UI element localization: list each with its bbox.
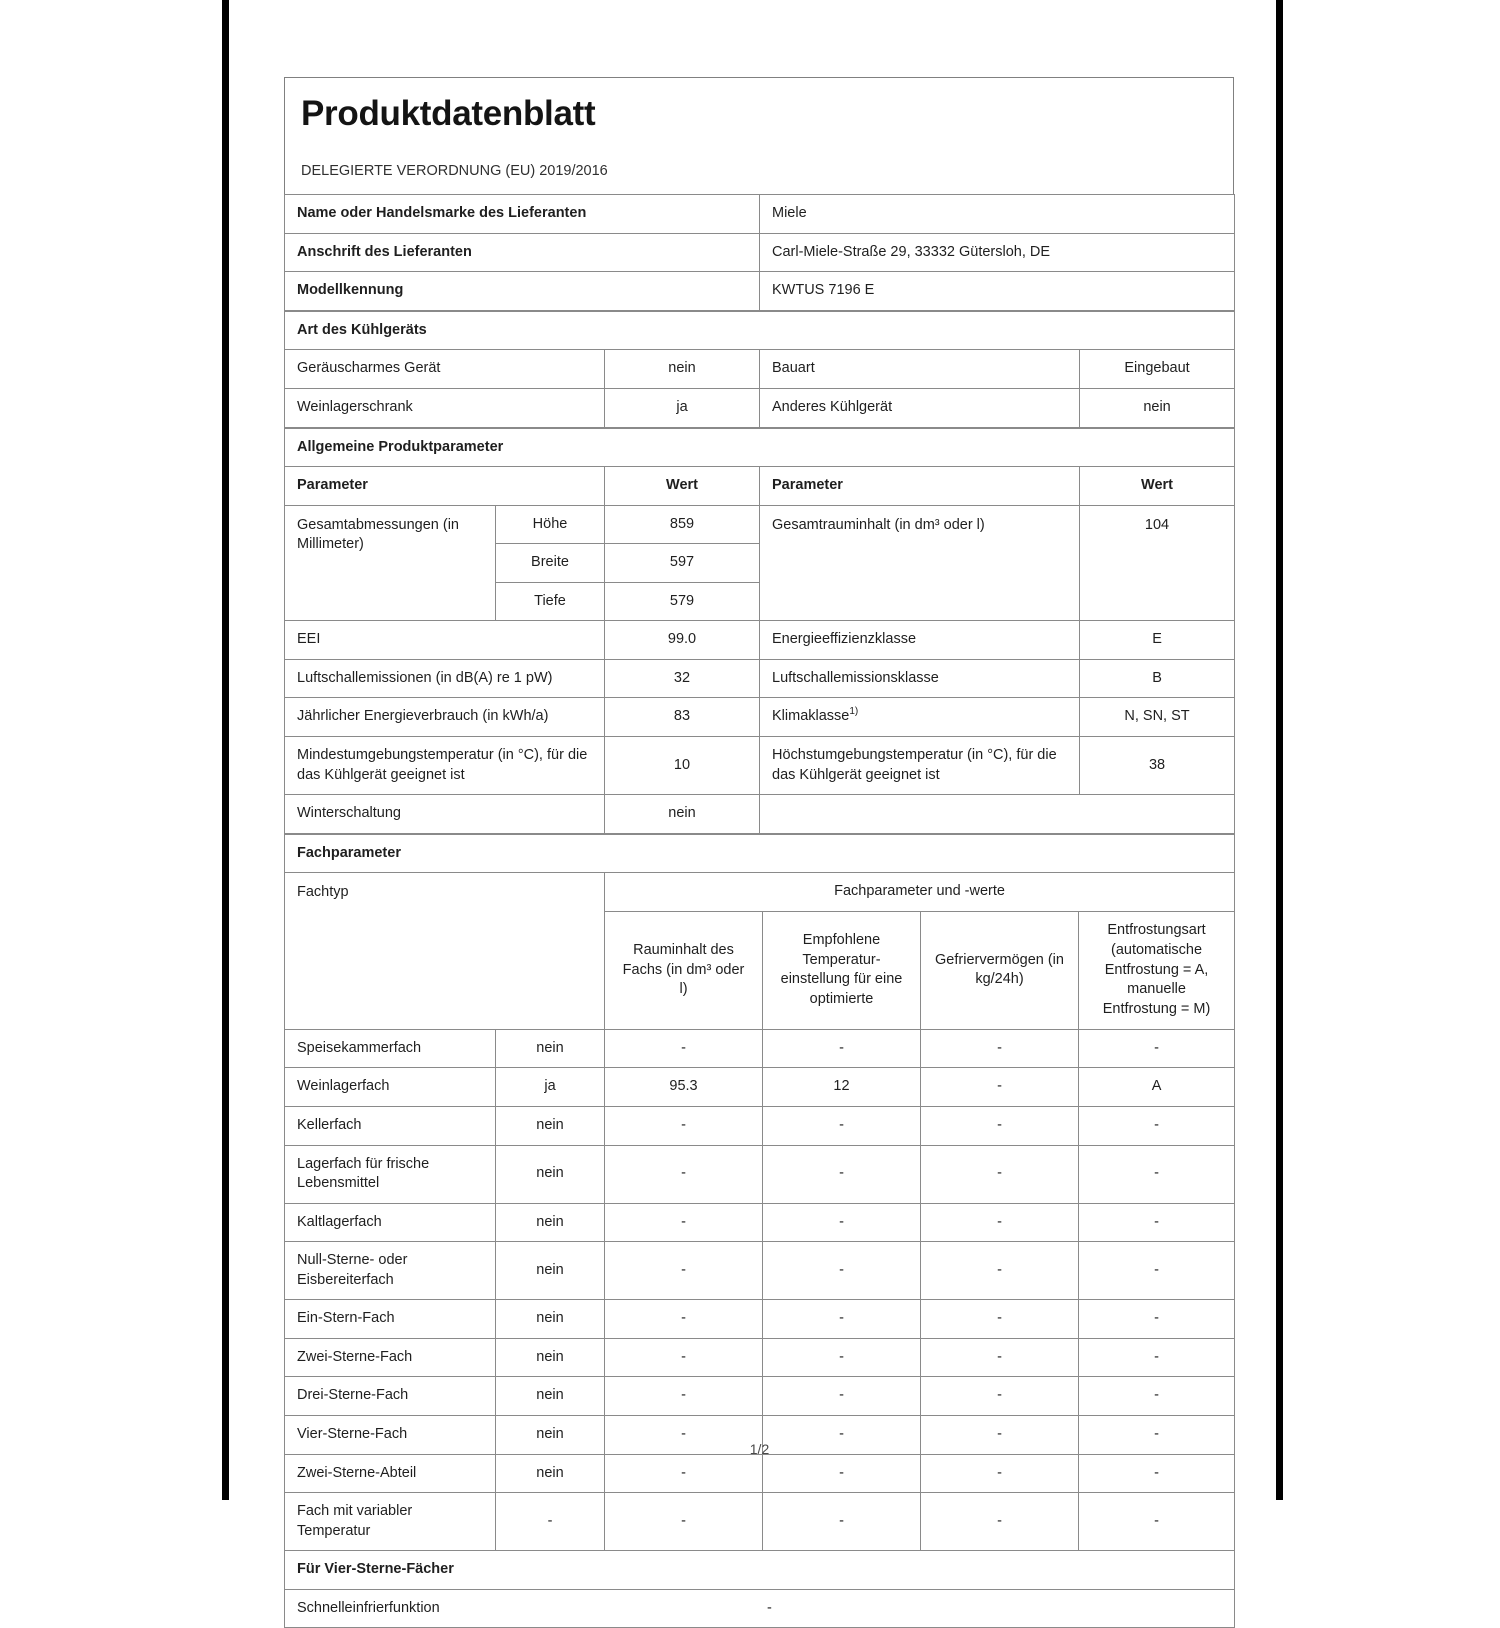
compartment-temperature: - [763, 1416, 921, 1455]
fast-freeze-label: Schnelleinfrierfunktion [297, 1599, 440, 1616]
max-ambient-temp-value: 38 [1080, 737, 1235, 795]
fast-freeze-row [285, 1589, 1235, 1628]
footnote-marker: 1) [849, 706, 859, 718]
climate-class-text: Klimaklasse [772, 708, 850, 725]
table-row [285, 350, 1235, 389]
table-row [285, 1589, 1235, 1628]
table-row [285, 1068, 1235, 1107]
table-row [285, 1300, 1235, 1339]
compartment-temperature: 12 [763, 1068, 921, 1107]
table-row [285, 795, 1235, 834]
dimension-height-label: Höhe [496, 505, 605, 544]
section-header-row [285, 834, 1235, 873]
compartment-temperature: - [763, 1106, 921, 1145]
energy-class-label: Energieeffizienzklasse [760, 621, 1080, 660]
compartment-defrost: - [1079, 1145, 1235, 1203]
table-row [285, 195, 1235, 234]
dimension-depth-value: 579 [605, 582, 760, 621]
compartment-defrost: - [1079, 1377, 1235, 1416]
compartment-defrost: - [1079, 1454, 1235, 1493]
compartment-present: - [496, 1493, 605, 1551]
noise-class-value: B [1080, 659, 1235, 698]
annual-consumption-label: Jährlicher Energieverbrauch (in kWh/a) [285, 698, 605, 737]
compartment-freezing: - [921, 1242, 1079, 1300]
value-header-right: Wert [1080, 467, 1235, 506]
table-row [285, 1203, 1235, 1242]
page-footer [229, 1441, 1290, 1457]
compartment-freezing: - [921, 1106, 1079, 1145]
compartment-present: nein [496, 1145, 605, 1203]
compartment-volume: - [605, 1493, 763, 1551]
parameter-header-right: Parameter [760, 467, 1080, 506]
general-parameters-section-title: Allgemeine Produktparameter [285, 428, 1235, 467]
supplier-address-value: Carl-Miele-Straße 29, 33332 Gütersloh, DE [760, 233, 1235, 272]
compartment-volume: - [605, 1454, 763, 1493]
section-header-row [285, 311, 1235, 350]
compartment-defrost: - [1079, 1203, 1235, 1242]
climate-class-value: N, SN, ST [1080, 698, 1235, 737]
compartment-volume: 95.3 [605, 1068, 763, 1107]
min-ambient-temp-label: Mindestumgebungstemperatur (in °C), für die das Kühlgerät geeignet ist [285, 737, 605, 795]
supplier-name-label: Name oder Handelsmarke des Lieferanten [285, 195, 760, 234]
total-volume-label: Gesamtrauminhalt (in dm³ oder l) [760, 505, 1080, 621]
table-row [285, 1242, 1235, 1300]
column-header-volume: Rauminhalt des Fachs (in dm³ oder l) [605, 911, 763, 1029]
table-row [285, 1338, 1235, 1377]
model-value: KWTUS 7196 E [760, 272, 1235, 311]
noise-emissions-value: 32 [605, 659, 760, 698]
compartment-volume: - [605, 1106, 763, 1145]
noise-emissions-label: Luftschallemissionen (in dB(A) re 1 pW) [285, 659, 605, 698]
compartment-section-title: Fachparameter [285, 834, 1235, 873]
table-row [285, 388, 1235, 427]
compartment-freezing: - [921, 1300, 1079, 1339]
compartment-present: nein [496, 1029, 605, 1068]
other-appliance-label: Anderes Kühlgerät [760, 388, 1080, 427]
eei-label: EEI [285, 621, 605, 660]
compartment-name: Speisekammerfach [285, 1029, 496, 1068]
compartment-defrost: - [1079, 1493, 1235, 1551]
compartment-present: nein [496, 1454, 605, 1493]
compartment-parameters-table [284, 834, 1235, 1628]
compartment-name: Drei-Sterne-Fach [285, 1377, 496, 1416]
compartment-freezing: - [921, 1493, 1079, 1551]
climate-class-label [760, 698, 1080, 737]
compartment-defrost: - [1079, 1338, 1235, 1377]
energy-class-value: E [1080, 621, 1235, 660]
supplier-address-label: Anschrift des Lieferanten [285, 233, 760, 272]
compartment-present: nein [496, 1338, 605, 1377]
parameter-header-left: Parameter [285, 467, 605, 506]
compartment-name: Zwei-Sterne-Fach [285, 1338, 496, 1377]
compartment-volume: - [605, 1145, 763, 1203]
compartment-freezing: - [921, 1203, 1079, 1242]
page-title: Produktdatenblatt [301, 94, 596, 133]
table-row [285, 698, 1235, 737]
dimension-width-label: Breite [496, 544, 605, 583]
general-parameters-table [284, 428, 1235, 834]
compartment-present: nein [496, 1416, 605, 1455]
compartment-temperature: - [763, 1454, 921, 1493]
compartment-temperature: - [763, 1338, 921, 1377]
supplier-name-value: Miele [760, 195, 1235, 234]
four-star-section-title: Für Vier-Sterne-Fächer [285, 1551, 1235, 1590]
total-volume-value: 104 [1080, 505, 1235, 621]
construction-type-value: Eingebaut [1080, 350, 1235, 389]
other-appliance-value: nein [1080, 388, 1235, 427]
document-page [222, 0, 1283, 1616]
compartment-defrost: - [1079, 1029, 1235, 1068]
compartment-freezing: - [921, 1416, 1079, 1455]
column-header-freezing-capacity: Gefriervermögen (in kg/24h) [921, 911, 1079, 1029]
page-content [284, 77, 1234, 1628]
dimension-width-value: 597 [605, 544, 760, 583]
regulation-reference: DELEGIERTE VERORDNUNG (EU) 2019/2016 [301, 162, 608, 179]
compartment-temperature: - [763, 1377, 921, 1416]
table-row [285, 621, 1235, 660]
compartment-freezing: - [921, 1068, 1079, 1107]
compartment-name: Kaltlagerfach [285, 1203, 496, 1242]
compartment-temperature: - [763, 1203, 921, 1242]
eei-value: 99.0 [605, 621, 760, 660]
wine-cabinet-label: Weinlagerschrank [285, 388, 605, 427]
section-header-row [285, 1551, 1235, 1590]
compartment-volume: - [605, 1203, 763, 1242]
supplier-table [284, 194, 1235, 311]
compartment-volume: - [605, 1029, 763, 1068]
compartment-present: nein [496, 1300, 605, 1339]
compartment-name: Weinlagerfach [285, 1068, 496, 1107]
quiet-appliance-label: Geräuscharmes Gerät [285, 350, 605, 389]
compartment-defrost: - [1079, 1242, 1235, 1300]
compartment-name: Lagerfach für frische Lebensmittel [285, 1145, 496, 1203]
compartment-group-header: Fachparameter und -werte [605, 873, 1235, 912]
table-row [285, 1106, 1235, 1145]
compartment-defrost: - [1079, 1300, 1235, 1339]
table-row [285, 272, 1235, 311]
compartment-defrost: A [1079, 1068, 1235, 1107]
page-number: 1/2 [749, 1441, 770, 1457]
compartment-freezing: - [921, 1338, 1079, 1377]
compartment-name: Vier-Sterne-Fach [285, 1416, 496, 1455]
compartment-defrost: - [1079, 1416, 1235, 1455]
compartment-temperature: - [763, 1300, 921, 1339]
compartment-temperature: - [763, 1493, 921, 1551]
model-label: Modellkennung [285, 272, 760, 311]
dimension-depth-label: Tiefe [496, 582, 605, 621]
compartment-volume: - [605, 1338, 763, 1377]
table-row [285, 1493, 1235, 1551]
compartment-name: Kellerfach [285, 1106, 496, 1145]
noise-class-label: Luftschallemissionsklasse [760, 659, 1080, 698]
table-row [285, 505, 1235, 544]
compartment-present: nein [496, 1106, 605, 1145]
compartment-temperature: - [763, 1242, 921, 1300]
compartment-defrost: - [1079, 1106, 1235, 1145]
dimension-height-value: 859 [605, 505, 760, 544]
compartment-freezing: - [921, 1029, 1079, 1068]
quiet-appliance-value: nein [605, 350, 760, 389]
dimensions-label: Gesamtabmessungen (in Millimeter) [285, 505, 496, 621]
title-block [284, 77, 1234, 194]
annual-consumption-value: 83 [605, 698, 760, 737]
table-header-row [285, 873, 1235, 912]
compartment-name: Zwei-Sterne-Abteil [285, 1454, 496, 1493]
compartment-volume: - [605, 1242, 763, 1300]
compartment-freezing: - [921, 1377, 1079, 1416]
winter-setting-label: Winterschaltung [285, 795, 605, 834]
column-header-temperature: Empfohlene Temperatur-einstellung für eine optimierte [763, 911, 921, 1029]
table-header-row [285, 467, 1235, 506]
empty-cell [760, 795, 1235, 834]
table-row [285, 659, 1235, 698]
table-row [285, 1377, 1235, 1416]
compartment-present: ja [496, 1068, 605, 1107]
appliance-type-table [284, 311, 1235, 428]
min-ambient-temp-value: 10 [605, 737, 760, 795]
fast-freeze-value: - [767, 1599, 772, 1616]
compartment-volume: - [605, 1300, 763, 1339]
column-header-defrost-type: Entfrostungsart (automatische Entfrostung = A, manuelle Entfrostung = M) [1079, 911, 1235, 1029]
wine-cabinet-value: ja [605, 388, 760, 427]
compartment-type-label: Fachtyp [285, 873, 605, 1030]
table-row [285, 737, 1235, 795]
compartment-name: Fach mit variabler Temperatur [285, 1493, 496, 1551]
compartment-present: nein [496, 1377, 605, 1416]
compartment-name: Null-Sterne- oder Eisbereiterfach [285, 1242, 496, 1300]
compartment-volume: - [605, 1416, 763, 1455]
table-row [285, 1454, 1235, 1493]
section-header-row [285, 428, 1235, 467]
compartment-temperature: - [763, 1029, 921, 1068]
table-row [285, 233, 1235, 272]
construction-type-label: Bauart [760, 350, 1080, 389]
table-row [285, 1145, 1235, 1203]
max-ambient-temp-label: Höchstumgebungstemperatur (in °C), für die das Kühlgerät geeignet ist [760, 737, 1080, 795]
compartment-temperature: - [763, 1145, 921, 1203]
compartment-name: Ein-Stern-Fach [285, 1300, 496, 1339]
compartment-freezing: - [921, 1454, 1079, 1493]
value-header-left: Wert [605, 467, 760, 506]
table-row [285, 1029, 1235, 1068]
compartment-freezing: - [921, 1145, 1079, 1203]
compartment-present: nein [496, 1242, 605, 1300]
appliance-type-section-title: Art des Kühlgeräts [285, 311, 1235, 350]
compartment-volume: - [605, 1377, 763, 1416]
compartment-present: nein [496, 1203, 605, 1242]
winter-setting-value: nein [605, 795, 760, 834]
